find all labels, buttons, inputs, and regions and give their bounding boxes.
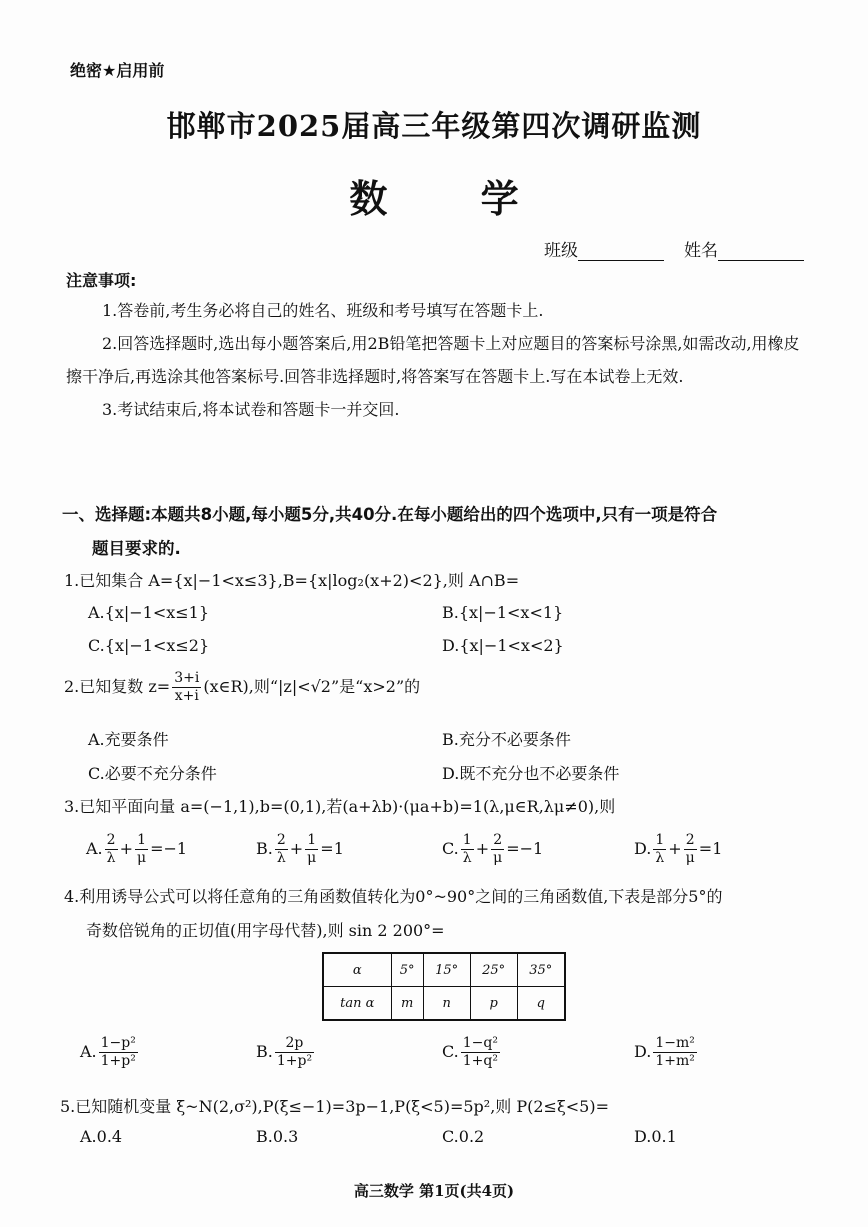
q3-option-a (86, 832, 187, 867)
frac-numerator: 1 (305, 832, 318, 850)
plus-sign: + (289, 839, 304, 858)
q3-d-frac1 (653, 832, 666, 867)
q2-prefix: 2.已知复数 z= (64, 677, 171, 696)
frac-denominator: μ (493, 850, 503, 866)
table-cell: q (517, 987, 565, 1021)
q5-option-c: C.0.2 (442, 1127, 485, 1146)
q4-a-label: A. (80, 1042, 97, 1061)
q4-option-c (442, 1035, 502, 1070)
q3-b-label: B. (256, 839, 273, 858)
q3-b-rhs: =1 (320, 839, 344, 858)
q3-b-frac2 (305, 832, 318, 867)
q3-c-frac2 (491, 832, 504, 867)
frac-numerator: 2 (276, 832, 286, 848)
frac-numerator: 2 (491, 832, 504, 850)
table-cell: tan α (323, 987, 391, 1021)
q2-option-c: C.必要不充分条件 (88, 764, 217, 783)
frac-numerator: 1 (462, 832, 472, 848)
q3-d-frac2 (684, 832, 697, 867)
confidential-label: 绝密★启用前 (70, 61, 165, 80)
q3-a-frac2 (135, 832, 148, 867)
notice-item: 1.答卷前,考生务必将自己的姓名、班级和考号填写在答题卡上. (102, 301, 544, 320)
table-cell: 5° (391, 953, 423, 987)
q3-c-frac1 (461, 832, 474, 867)
q4-a-frac (99, 1035, 138, 1070)
question-1-stem: 1.已知集合 A={x|−1<x≤3},B={x|log₂(x+2)<2},则 A∩B= (64, 571, 520, 590)
notice-item: 2.回答选择题时,选出每小题答案后,用2B铅笔把答题卡上对应题目的答案标号涂黑,如需改动,用橡皮擦干净后,再选涂其他答案标号.回答非选择题时,将答案写在答题卡上.写在本试卷上无效. (66, 334, 800, 386)
q1-option-a: A.{x|−1<x≤1} (88, 603, 210, 622)
table-row (323, 953, 565, 987)
frac-denominator: λ (276, 850, 286, 866)
frac-numerator: 1−p² (100, 1035, 136, 1051)
plus-sign: + (668, 839, 682, 858)
frac-denominator: μ (685, 850, 695, 866)
plus-sign: + (119, 839, 133, 858)
question-4-stem-line1: 4.利用诱导公式可以将任意角的三角函数值转化为0°~90°之间的三角函数值,下表是部分5°的 (64, 887, 723, 906)
table-cell: 25° (470, 953, 517, 987)
q1-option-d: D.{x|−1<x<2} (442, 636, 564, 655)
question-4-stem-line2: 奇数倍锐角的正切值(用字母代替),则 sin 2 200°= (86, 921, 445, 940)
student-info (544, 236, 804, 261)
section-heading (62, 498, 810, 566)
frac-numerator: 2 (684, 832, 697, 850)
q3-c-label: C. (442, 839, 459, 858)
notice-heading: 注意事项: (66, 271, 137, 290)
page-footer: 高三数学 第1页(共4页) (353, 1182, 515, 1200)
frac-denominator: 1+m² (655, 1053, 695, 1069)
question-2-stem (64, 670, 420, 705)
q1-option-c: C.{x|−1<x≤2} (88, 636, 210, 655)
table-cell: m (391, 987, 423, 1021)
frac-denominator: 1+p² (100, 1053, 136, 1069)
q3-option-b (256, 832, 344, 867)
class-field (544, 236, 664, 261)
frac-numerator: 1 (135, 832, 148, 850)
section-heading-line2: 题目要求的. (92, 539, 181, 558)
q4-c-label: C. (442, 1042, 459, 1061)
q3-a-label: A. (86, 839, 103, 858)
q2-option-a: A.充要条件 (88, 730, 169, 749)
q4-c-frac (461, 1035, 500, 1070)
table-cell: p (470, 987, 517, 1021)
table-cell: n (423, 987, 470, 1021)
q4-b-frac (275, 1035, 314, 1070)
name-blank (718, 244, 804, 261)
table-row (323, 987, 565, 1021)
frac-numerator: 1−q² (462, 1035, 498, 1051)
q2-numerator: 3+i (174, 670, 200, 686)
q3-d-label: D. (634, 839, 652, 858)
q3-a-rhs: =−1 (150, 839, 188, 858)
q2-option-b: B.充分不必要条件 (442, 730, 571, 749)
q4-option-d (634, 1035, 699, 1070)
q3-a-frac1 (105, 832, 118, 867)
q4-b-label: B. (256, 1042, 273, 1061)
notice-item: 3.考试结束后,将本试卷和答题卡一并交回. (102, 400, 400, 419)
q3-b-frac1 (275, 832, 288, 867)
plus-sign: + (475, 839, 490, 858)
frac-denominator: 1+q² (462, 1053, 498, 1069)
class-label: 班级 (544, 241, 578, 261)
frac-denominator: λ (106, 850, 116, 866)
q3-d-rhs: =1 (698, 839, 723, 858)
q2-fraction (172, 670, 201, 705)
q5-option-d: D.0.1 (634, 1127, 677, 1146)
notice-list (66, 294, 806, 426)
section-heading-line1: 一、选择题:本题共8小题,每小题5分,共40分.在每小题给出的四个选项中,只有一项是符合 (62, 505, 718, 524)
frac-denominator: μ (307, 850, 317, 866)
question-5-stem: 5.已知随机变量 ξ~N(2,σ²),P(ξ≤−1)=3p−1,P(ξ<5)=5p²,则 P(2≤ξ<5)= (60, 1097, 610, 1116)
frac-denominator: λ (655, 850, 665, 866)
frac-numerator: 2 (106, 832, 116, 848)
name-label: 姓名 (684, 241, 718, 261)
tangent-table (322, 952, 566, 1021)
table-cell: 15° (423, 953, 470, 987)
q1-option-b: B.{x|−1<x<1} (442, 603, 564, 622)
class-blank (578, 244, 664, 261)
frac-numerator: 2p (275, 1035, 314, 1053)
table-cell: 35° (517, 953, 565, 987)
q3-option-c (442, 832, 543, 867)
q5-option-a: A.0.4 (80, 1127, 123, 1146)
question-3-stem: 3.已知平面向量 a=(−1,1),b=(0,1),若(a+λb)·(μa+b)=1(λ,μ∈R,λμ≠0),则 (64, 797, 616, 816)
q5-option-b: B.0.3 (256, 1127, 299, 1146)
frac-numerator: 1−m² (655, 1035, 695, 1051)
q4-option-a (80, 1035, 140, 1070)
q2-denominator: x+i (174, 688, 199, 704)
table-cell: α (323, 953, 391, 987)
q4-d-frac (653, 1035, 697, 1070)
q4-d-label: D. (634, 1042, 652, 1061)
q3-c-rhs: =−1 (506, 839, 544, 858)
name-field (684, 236, 804, 261)
frac-denominator: λ (462, 850, 472, 866)
exam-title: 邯郸市2025届高三年级第四次调研监测 (166, 109, 702, 143)
q3-option-d (634, 832, 722, 867)
frac-numerator: 1 (655, 832, 665, 848)
frac-denominator: μ (136, 850, 147, 866)
q2-option-d: D.既不充分也不必要条件 (442, 764, 620, 783)
frac-denominator: 1+p² (276, 1053, 313, 1069)
subject-title: 数 学 (349, 176, 559, 221)
q2-suffix: (x∈R),则“|z|<√2”是“x>2”的 (203, 677, 421, 696)
q4-option-b (256, 1035, 316, 1070)
